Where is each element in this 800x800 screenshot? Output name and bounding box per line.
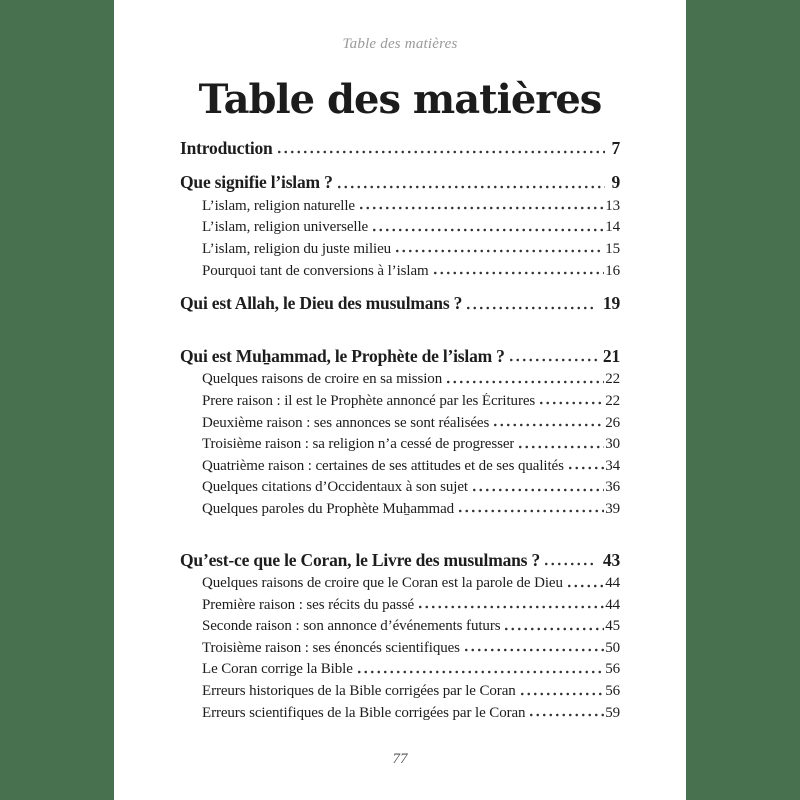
toc-item-row: [180, 614, 620, 636]
background-left-band: [0, 0, 114, 800]
background-right-band: [686, 0, 800, 800]
toc-item-page: 26: [605, 414, 620, 431]
toc-item-label: Pourquoi tant de conversions à l’islam: [202, 262, 429, 279]
toc-item-page: 22: [605, 371, 620, 388]
toc-item-label: Le Coran corrige la Bible: [202, 661, 353, 678]
dot-leader: [537, 388, 604, 410]
dot-leader: [527, 700, 604, 722]
dot-leader: [470, 475, 604, 497]
toc-heading-page: 43: [602, 549, 620, 570]
dot-leader: [565, 571, 604, 593]
toc-item-label: Seconde raison : son annonce d’événements futurs: [202, 618, 501, 635]
toc-heading-label: Qu’est-ce que le Coran, le Livre des musulmans ?: [180, 549, 540, 570]
toc-section: [180, 549, 620, 722]
toc-item-page: 36: [605, 479, 620, 496]
dot-leader: [542, 549, 597, 571]
toc-item-row: [180, 635, 620, 657]
toc-item-page: 16: [605, 262, 620, 279]
toc-item-row: [180, 193, 620, 215]
toc-item-row: [180, 475, 620, 497]
toc-item-row: [180, 700, 620, 722]
running-header: Table des matières: [342, 36, 458, 52]
dot-leader: [491, 410, 604, 432]
toc-item-page: 39: [605, 500, 620, 517]
toc-section: [180, 345, 620, 518]
toc-item-page: 56: [605, 683, 620, 700]
toc-section: [180, 172, 620, 280]
dot-leader: [507, 345, 597, 367]
toc-heading-row: [180, 293, 620, 315]
toc-heading-page: 9: [611, 172, 620, 193]
toc-item-label: Quelques citations d’Occidentaux à son sujet: [202, 479, 468, 496]
toc-item-row: [180, 496, 620, 518]
toc-item-page: 13: [605, 197, 620, 214]
toc-item-label: Troisième raison : ses énoncés scientifiques: [202, 639, 460, 656]
toc-item-label: Erreurs scientifiques de la Bible corrigées par le Coran: [202, 704, 526, 721]
table-of-contents: [180, 137, 620, 722]
toc-item-label: Quelques raisons de croire en sa mission: [202, 371, 443, 388]
dot-leader: [416, 592, 604, 614]
dot-leader: [431, 258, 605, 280]
toc-item-row: [180, 678, 620, 700]
toc-item-row: [180, 236, 620, 258]
toc-item-page: 14: [605, 219, 620, 236]
dot-leader: [462, 635, 604, 657]
toc-section: [180, 293, 620, 315]
toc-item-page: 59: [605, 704, 620, 721]
toc-heading-label: Que signifie l’islam ?: [180, 172, 333, 193]
dot-leader: [335, 172, 606, 194]
dot-leader: [456, 496, 604, 518]
toc-item-row: [180, 215, 620, 237]
toc-item-label: L’islam, religion universelle: [202, 219, 369, 236]
toc-heading-label: Introduction: [180, 137, 273, 158]
toc-item-page: 30: [605, 436, 620, 453]
page-title: Table des matières: [198, 76, 602, 123]
toc-item-label: Première raison : ses récits du passé: [202, 596, 415, 613]
dot-leader: [516, 432, 604, 454]
toc-item-page: 44: [605, 596, 620, 613]
toc-item-label: L’islam, religion du juste milieu: [202, 240, 392, 257]
toc-item-label: L’islam, religion naturelle: [202, 197, 355, 214]
toc-heading-label: Qui est Muẖammad, le Prophète de l’islam ?: [180, 345, 505, 366]
toc-item-row: [180, 571, 620, 593]
toc-item-label: Prere raison : il est le Prophète annoncé par les Écritures: [202, 392, 536, 409]
toc-item-page: 22: [605, 392, 620, 409]
toc-item-row: [180, 388, 620, 410]
toc-item-row: [180, 367, 620, 389]
toc-item-label: Deuxième raison : ses annonces se sont réalisées: [202, 414, 490, 431]
toc-item-page: 56: [605, 661, 620, 678]
toc-item-label: Quatrième raison : certaines de ses attitudes et de ses qualités: [202, 457, 564, 474]
toc-item-row: [180, 410, 620, 432]
dot-leader: [275, 137, 606, 159]
dot-leader: [370, 215, 604, 237]
toc-item-row: [180, 432, 620, 454]
toc-item-row: [180, 258, 620, 280]
toc-item-row: [180, 657, 620, 679]
page-number: 77: [392, 751, 408, 767]
dot-leader: [444, 367, 604, 389]
toc-item-row: [180, 453, 620, 475]
dot-leader: [566, 453, 604, 475]
toc-heading-page: 7: [611, 137, 620, 158]
dot-leader: [357, 193, 604, 215]
toc-item-page: 50: [605, 639, 620, 656]
toc-heading-page: 19: [602, 293, 620, 314]
dot-leader: [464, 293, 597, 315]
toc-heading-row: [180, 172, 620, 194]
toc-item-label: Erreurs historiques de la Bible corrigées par le Coran: [202, 683, 516, 700]
toc-item-page: 45: [605, 618, 620, 635]
toc-heading-row: [180, 345, 620, 367]
toc-item-label: Quelques raisons de croire que le Coran est la parole de Dieu: [202, 575, 563, 592]
dot-leader: [393, 236, 604, 258]
dot-leader: [355, 657, 604, 679]
dot-leader: [502, 614, 604, 636]
toc-heading-row: [180, 549, 620, 571]
toc-item-page: 15: [605, 240, 620, 257]
toc-heading-label: Qui est Allah, le Dieu des musulmans ?: [180, 293, 463, 314]
toc-item-page: 44: [605, 575, 620, 592]
toc-section: [180, 137, 620, 159]
toc-item-page: 34: [605, 457, 620, 474]
book-page: [114, 0, 686, 800]
toc-item-row: [180, 592, 620, 614]
dot-leader: [518, 678, 605, 700]
toc-item-label: Troisième raison : sa religion n’a cessé de progresser: [202, 436, 515, 453]
toc-heading-row: [180, 137, 620, 159]
toc-item-label: Quelques paroles du Prophète Muẖammad: [202, 500, 455, 517]
toc-heading-page: 21: [602, 345, 620, 366]
